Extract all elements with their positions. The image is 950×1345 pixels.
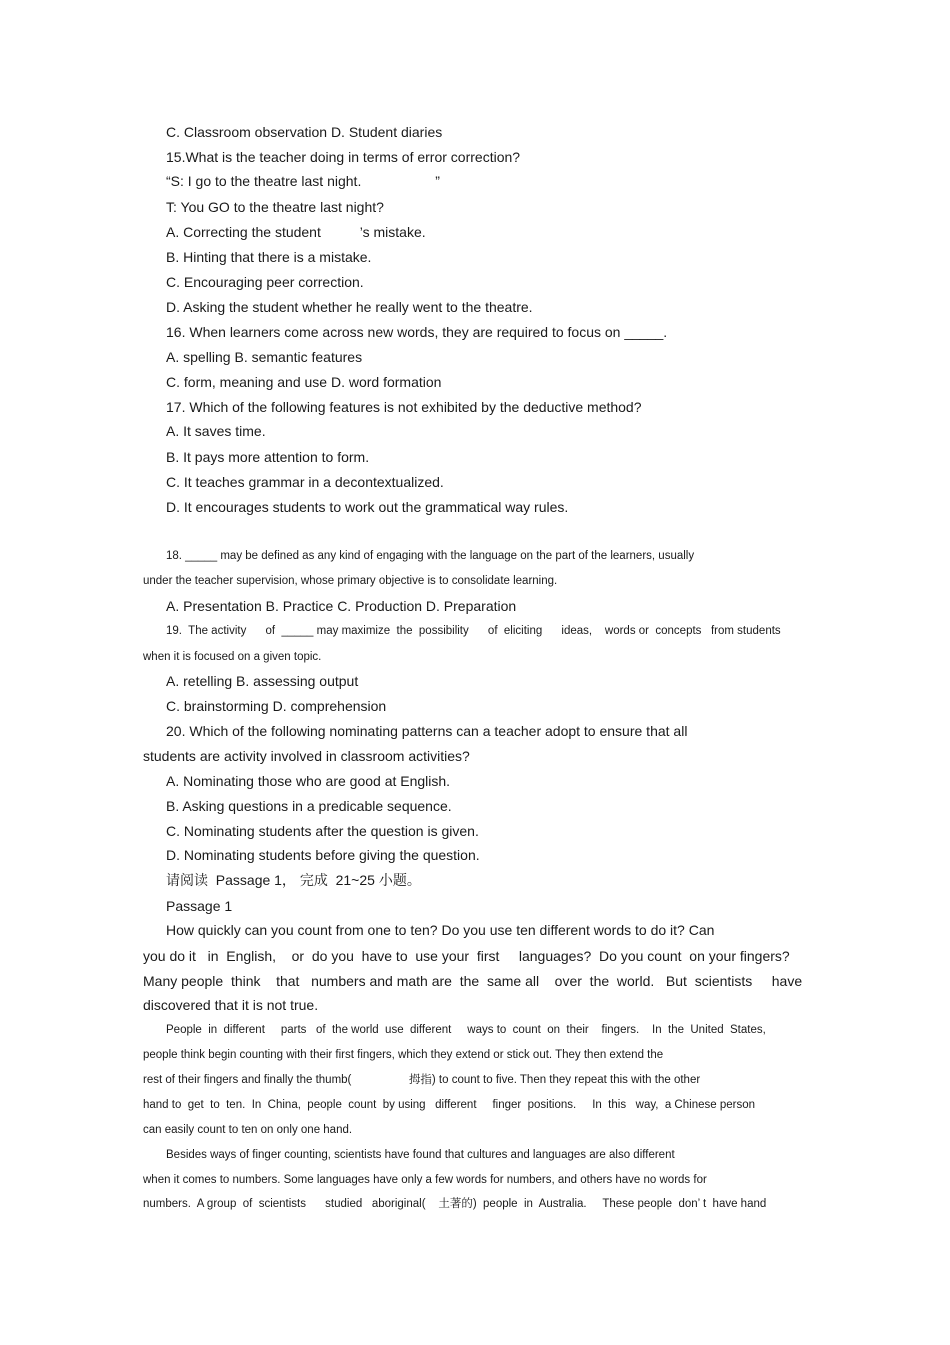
option-line: B. Hinting that there is a mistake. <box>166 249 372 265</box>
paragraph-line: hand to get to ten. In China, people count by using different finger positions. In this way, a Chinese person <box>143 1099 755 1111</box>
paragraph-line: people think begin counting with their first fingers, which they extend or stick out. They then extend the <box>143 1049 664 1061</box>
paragraph-line: you do it in English, or do you have to use your first languages? Do you count on your fingers? <box>143 948 790 964</box>
option-line: C. Encouraging peer correction. <box>166 274 364 290</box>
question-17: 17. Which of the following features is not exhibited by the deductive method? <box>166 399 642 415</box>
paragraph-line: discovered that it is not true. <box>143 997 319 1013</box>
option-line: C. It teaches grammar in a decontextualized. <box>166 474 444 490</box>
text-line: T: You GO to the theatre last night? <box>166 199 384 215</box>
option-line: A. Nominating those who are good at English. <box>166 773 451 789</box>
paragraph-line: numbers. A group of scientists studied aboriginal( 土著的) people in Australia. These people don’ t have hand <box>143 1198 767 1210</box>
option-line: A. It saves time. <box>166 423 266 439</box>
paragraph-line: People in different parts of the world use different ways to count on their fingers. In the United States, <box>166 1024 766 1036</box>
text-line: C. Classroom observation D. Student diaries <box>166 124 443 140</box>
option-line: D. Nominating students before giving the question. <box>166 847 480 863</box>
option-line: B. Asking questions in a predicable sequence. <box>166 798 452 814</box>
option-line: C. brainstorming D. comprehension <box>166 698 387 714</box>
option-line: A. Presentation B. Practice C. Production D. Preparation <box>166 598 517 614</box>
option-line: A. Correcting the student ’s mistake. <box>166 224 426 240</box>
option-line: C. form, meaning and use D. word formation <box>166 374 442 390</box>
question-16: 16. When learners come across new words, they are required to focus on _____. <box>166 324 668 340</box>
question-20: 20. Which of the following nominating patterns can a teacher adopt to ensure that all <box>166 723 688 739</box>
option-line: B. It pays more attention to form. <box>166 449 370 465</box>
option-line: C. Nominating students after the question is given. <box>166 823 479 839</box>
paragraph-line: can easily count to ten on only one hand. <box>143 1124 353 1136</box>
question-18: 18. _____ may be defined as any kind of engaging with the language on the part of the learners, usually <box>166 550 695 562</box>
option-line: D. Asking the student whether he really went to the theatre. <box>166 299 533 315</box>
text-line: under the teacher supervision, whose primary objective is to consolidate learning. <box>143 575 558 587</box>
paragraph-line: when it comes to numbers. Some languages have only a few words for numbers, and others have no words for <box>143 1174 707 1186</box>
passage-title: Passage 1 <box>166 898 233 914</box>
paragraph-line: rest of their fingers and finally the thumb( 拇指) to count to five. Then they repeat this with the other <box>143 1074 701 1086</box>
question-19: 19. The activity of _____ may maximize the possibility of eliciting ideas, words or concepts from students <box>166 625 781 637</box>
passage-instruction: 请阅读 Passage 1， 完成 21~25 小题。 <box>166 872 421 888</box>
text-line: when it is focused on a given topic. <box>143 651 322 663</box>
text-line: students are activity involved in classroom activities? <box>143 748 470 764</box>
text-line: “S: I go to the theatre last night. ” <box>166 173 440 189</box>
paragraph-line: Besides ways of finger counting, scientists have found that cultures and languages are also different <box>166 1149 675 1161</box>
option-line: A. retelling B. assessing output <box>166 673 359 689</box>
paragraph-line: How quickly can you count from one to ten? Do you use ten different words to do it? Can <box>166 922 715 938</box>
paragraph-line: Many people think that numbers and math are the same all over the world. But scientists have <box>143 973 803 989</box>
question-15: 15.What is the teacher doing in terms of error correction? <box>166 149 521 165</box>
option-line: A. spelling B. semantic features <box>166 349 363 365</box>
option-line: D. It encourages students to work out the grammatical way rules. <box>166 499 569 515</box>
